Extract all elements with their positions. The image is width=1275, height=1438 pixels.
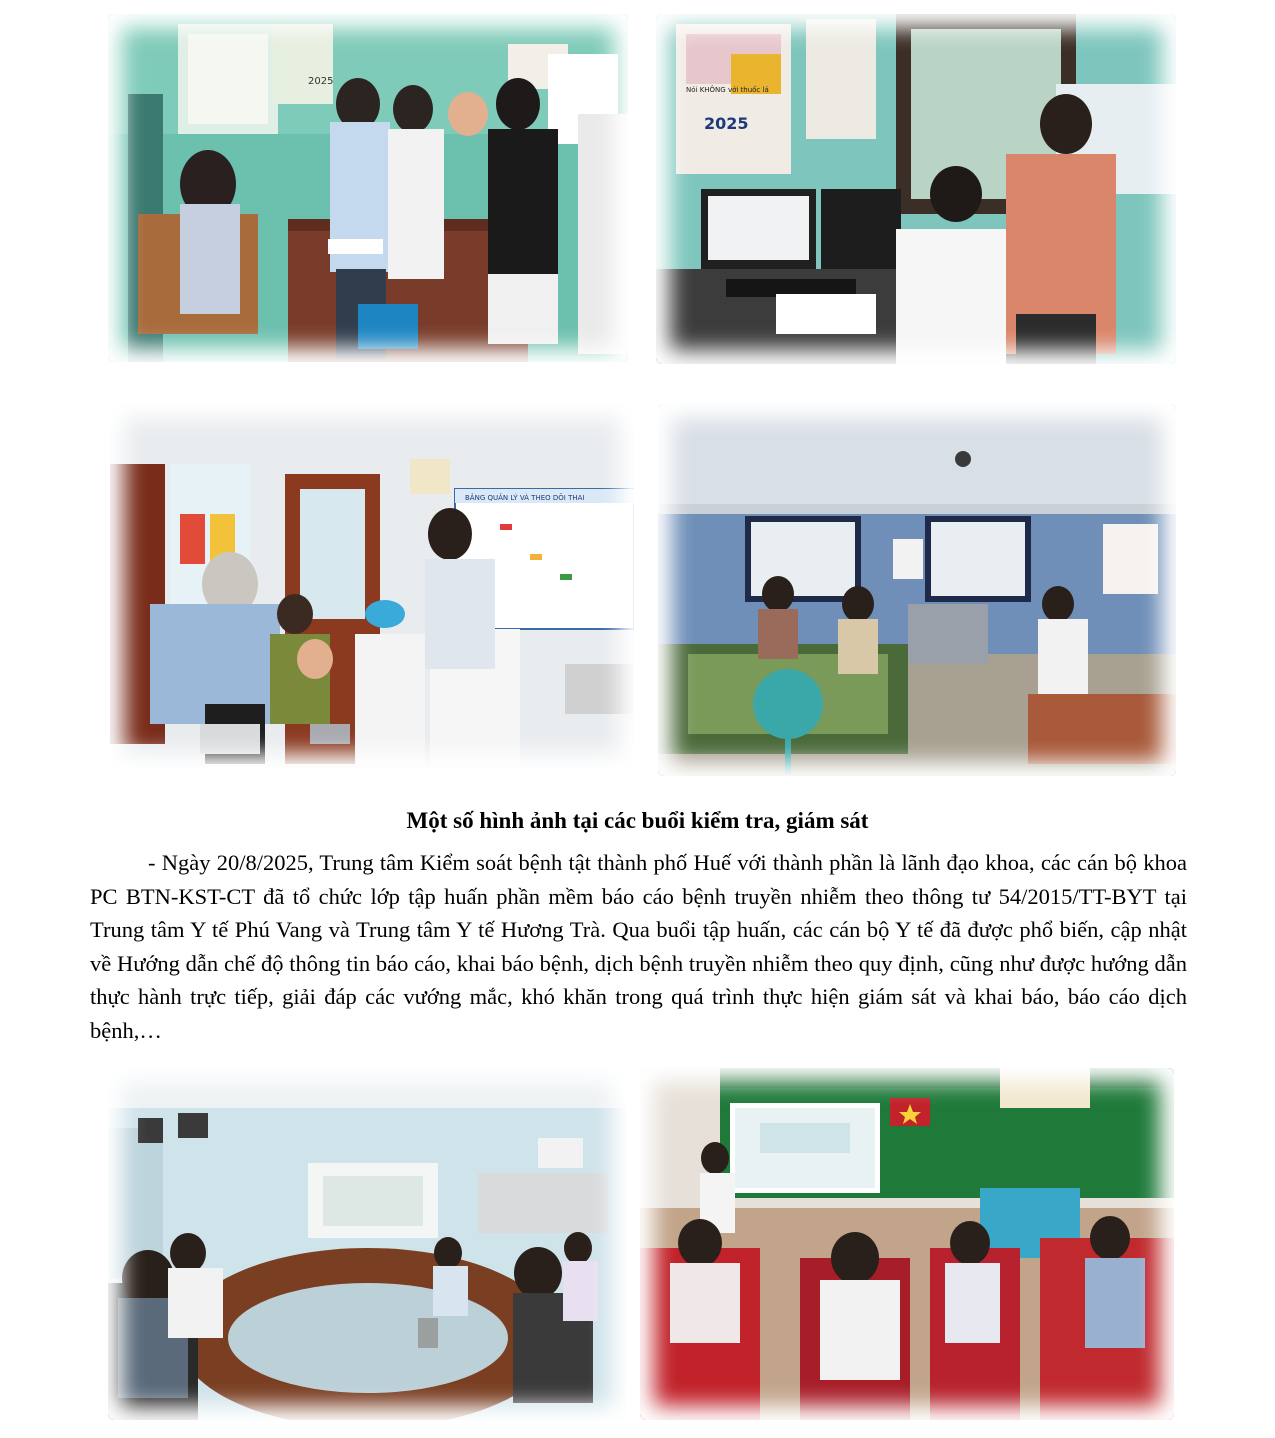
photo-3-board-text: BẢNG QUẢN LÝ VÀ THEO DÕI THAI xyxy=(465,494,585,502)
photo-2-calendar-text: Nói KHÔNG với thuốc lá xyxy=(686,86,769,94)
photo-2-calendar-year: 2025 xyxy=(704,114,749,133)
photo-maternity-ward xyxy=(658,404,1176,776)
photo-computer-desk xyxy=(656,14,1176,364)
photo-training-meeting-room xyxy=(108,1068,626,1420)
photo-1-poster-text: 2025 xyxy=(308,76,334,87)
body-paragraph: - Ngày 20/8/2025, Trung tâm Kiểm soát bệnh tật thành phố Huế với thành phần là lãnh đạo khoa, các cán bộ khoa PC BTN-KST-CT đã tổ chức lớp tập huấn phần mềm báo cáo bệnh truyền nhiễm theo thông tư 54/2015/TT-BYT tại Trung tâm Y tế Phú Vang và Trung tâm Y tế Hương Trà. Qua buổi tập huấn, các cán bộ Y tế đã được phổ biến, cập nhật về Hướng dẫn chế độ thông tin báo cáo, khai báo bệnh, dịch bệnh truyền nhiễm theo quy định, cũng như được hướng dẫn thực hành trực tiếp, giải đáp các vướng mắc, khó khăn trong quá trình thực hiện giám sát và khai báo, báo cáo dịch bệnh,… xyxy=(90,850,1187,1043)
figure-caption: Một số hình ảnh tại các buổi kiểm tra, giám sát xyxy=(406,808,869,833)
photo-vaccination-desk xyxy=(108,14,628,362)
photo-infant-checkup xyxy=(110,404,634,768)
photo-training-hall-audience xyxy=(640,1068,1174,1420)
